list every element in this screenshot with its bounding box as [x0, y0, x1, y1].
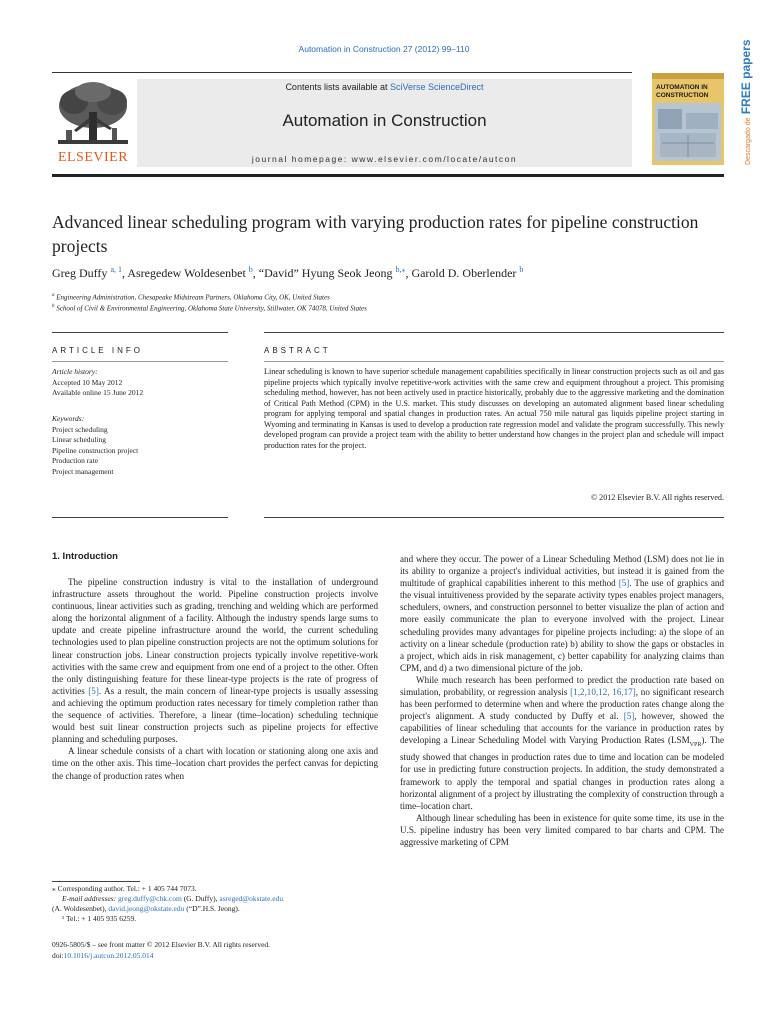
- subscript: VPR: [689, 742, 702, 749]
- body-left-column: [52, 576, 378, 782]
- keywords-label: Keywords:: [52, 414, 85, 423]
- homepage-url[interactable]: www.elsevier.com/locate/autcon: [351, 154, 518, 164]
- author-separator: ,: [122, 266, 128, 280]
- contents-prefix: Contents lists available at: [285, 82, 390, 92]
- author-affiliation-marker[interactable]: b,⁎: [395, 265, 406, 274]
- paragraph: [52, 576, 378, 745]
- history-label: Article history:: [52, 367, 98, 376]
- email-owner: (G. Duffy),: [181, 894, 220, 903]
- info-top-rule: [52, 332, 228, 333]
- keywords-block: [52, 414, 228, 477]
- email-addresses: [52, 894, 382, 904]
- paragraph-text: , no significant research has been performed to determine when and where the production rates change along the project's alignment. A study conducted by Duffy et al.: [400, 687, 724, 722]
- keyword-item: Project scheduling: [52, 424, 108, 434]
- keyword-item: Pipeline construction project: [52, 445, 139, 455]
- keyword-item: Production rate: [52, 456, 99, 465]
- affiliation-b-marker: b: [52, 304, 55, 309]
- footnote-1: ¹ Tel.: + 1 405 935 6259.: [62, 914, 137, 923]
- article-info-rule: [52, 361, 228, 362]
- affiliation-a: [52, 293, 330, 301]
- affiliation-b-text: School of Civil & Environmental Engineering, Oklahoma State University, Stillwater, OK 74078, United States: [54, 304, 367, 313]
- doi-link[interactable]: 10.1016/j.autcon.2012.05.014: [63, 951, 154, 960]
- email-addresses-cont: [52, 904, 382, 914]
- citation-link[interactable]: [5]: [618, 578, 630, 589]
- email-owner: (A. Woldesenbet),: [52, 904, 109, 913]
- citation-link[interactable]: [1,2,10,12, 16,17]: [570, 687, 636, 698]
- elsevier-wordmark: ELSEVIER: [57, 150, 129, 165]
- email-owner: (“D”.H.S. Jeong).: [184, 904, 240, 913]
- homepage-prefix: journal homepage:: [251, 154, 352, 164]
- journal-title: Automation in Construction: [282, 111, 487, 130]
- author-affiliation-marker[interactable]: b: [248, 265, 253, 274]
- abstract-text: Linear scheduling is known to have superior schedule management capabilities specifically in linear construction projects such as oil and gas pipeline projects which typically involve repetitive-work activities with the same crew and equipment throughout a project. This promising scheduling method, however, has not been actively used in practice historically, probably due to the aggressive marketing and the domination of Critical Path Method (CPM) in the U.S. market. This study discusses on developing an automated alignment based linear scheduling program for applying temporal and spatial changes in production rates. An actual 750 mile natural gas liquids pipeline project starting in Wyoming and terminating in Kansas is used to develop a production rate regression model and validate the program successfully. This newly developed program can provide a project team with the ability to better understand how changes in the project plan and schedule will impact production rates for the project.: [264, 367, 724, 450]
- paragraph: [400, 674, 724, 812]
- cover-title-line1: AUTOMATION IN: [656, 84, 708, 91]
- paragraph-text: ). The study showed that changes in production rates due to time and location can be modeled for use in predicting future construction projects. In addition, the study demonstrated a framework to apply the temporal and spatial changes in production rates along a horizontal alignment of a project by illustrating the complexity of construction through a time–location chart.: [400, 735, 724, 811]
- doi-line: [52, 950, 382, 961]
- available-date: Available online 15 June 2012: [52, 388, 144, 397]
- free-papers-badge[interactable]: [739, 39, 753, 165]
- badge-small-text: Descargado de: [745, 117, 752, 165]
- cover-title-line2: CONSTRUCTION: [656, 91, 709, 99]
- sciencedirect-link[interactable]: SciVerse ScienceDirect: [390, 82, 484, 92]
- paragraph-text: . The use of graphics and the visual intuitiveness provided by the separate activity types enables project managers, schedulers, owners, and construction personnel to better visualize the plan of action and more easily communicate the plan to everyone involved with the project. Linear scheduling provides many advantages for pipeline projects including: a) the slope of an activity on a linear schedule (production rate) b) ability to show the gaps or obstacles in a project, which aids in risk management, c) better capability for analyzing claims than CPM, and d) a two dimensional picture of the job.: [400, 578, 725, 673]
- author-name: Greg Duffy: [52, 266, 111, 280]
- paragraph: A linear schedule consists of a chart with location or stationing along one axis and time on the other axis. This time–location chart provides the perfect canvas for depicting the change of production rates when: [52, 746, 378, 781]
- abstract-heading: ABSTRACT: [264, 346, 331, 355]
- author-name: Garold D. Oberlender: [411, 266, 520, 280]
- citation-link[interactable]: [5]: [623, 711, 635, 722]
- affiliation-b: [52, 304, 367, 312]
- cover-title: [656, 84, 722, 99]
- section-heading-introduction: 1. Introduction: [52, 551, 118, 562]
- abstract-top-rule: [264, 332, 724, 333]
- author-separator: ,: [405, 266, 412, 280]
- keyword-item: Project management: [52, 466, 114, 476]
- paragraph-text: The pipeline construction industry is vital to the installation of underground infrastructure assets throughout the world. Pipeline construction projects involve continuous, linear activities such as grading, trenching and welding which are performed along the horizontal alignment of a facility. Although the industry spends large sums to update and create pipeline infrastructure around the world, the current scheduling technologies used to plan pipeline construction projects are not the optimum solutions for linear construction jobs. Linear construction projects typically involve repetitive-work activities with the same crew and equipment from one end of a project to the other. Often the only distinguishing feature for these linear-type projects is the rate of progress of activities: [52, 577, 378, 696]
- front-matter-info: [52, 939, 382, 961]
- footnotes: [52, 884, 382, 924]
- contents-line: [137, 82, 632, 92]
- issn-line: 0926-5805/$ – see front matter © 2012 Elsevier B.V. All rights reserved.: [52, 940, 271, 949]
- author-name: Asregedew Woldesenbet: [127, 266, 249, 280]
- paragraph-text: . As a result, the main concern of linear-type projects is usually assessing and achieving the optimum production rates necessary for timely completion rather than the sequence of activities. Therefore, a linear (time–location) scheduling technique would best suit linear construction projects such as pipeline projects for effective planning and scheduling purposes.: [52, 685, 378, 745]
- paragraph-text: , however, showed the capabilities of linear scheduling that accounts for the variance in production rates by developing a Linear Scheduling Model with Varying Production Rates (LSM: [400, 711, 724, 746]
- abstract-bottom-rule: [264, 517, 724, 518]
- top-divider: [52, 72, 632, 73]
- author-affiliation-marker[interactable]: b: [519, 265, 524, 274]
- article-info-heading: ARTICLE INFO: [52, 346, 143, 355]
- journal-homepage: [137, 154, 632, 164]
- author-separator: ,: [252, 266, 259, 280]
- info-bottom-rule: [52, 517, 228, 518]
- accepted-date: Accepted 10 May 2012: [52, 377, 123, 387]
- affiliation-a-text: Engineering Administration, Chesapeake Midstream Partners, Oklahoma City, OK, United States: [54, 293, 330, 302]
- email-link[interactable]: asreged@okstate.edu: [219, 894, 284, 903]
- footnote-rule: [52, 881, 140, 882]
- paragraph-text: While much research has been performed to predict the production rate based on simulation, probability, or regression analysis: [400, 674, 724, 698]
- abstract-heading-rule: [264, 361, 724, 362]
- author-list: [52, 265, 742, 281]
- email-label: E-mail addresses:: [62, 894, 118, 903]
- paragraph-text: and where they occur. The power of a Linear Scheduling Method (LSM) does not lie in its ability to organize a project's individual activities, but instead it is gained from the multitude of graphical capabilities inherent to this method: [400, 554, 724, 589]
- paragraph: Although linear scheduling has been in existence for quite some time, its use in the U.S. pipeline industry has been very limited compared to bar charts and CPM. The aggressive marketing of CPM: [400, 812, 724, 847]
- author-affiliation-marker[interactable]: a, 1: [110, 265, 122, 274]
- abstract-copyright: © 2012 Elsevier B.V. All rights reserved.: [590, 493, 724, 502]
- paragraph: [400, 553, 724, 674]
- corresponding-author-note: ⁎ Corresponding author. Tel.: + 1 405 744 7073.: [52, 884, 197, 893]
- doi-label: doi:: [52, 951, 64, 960]
- article-title: Advanced linear scheduling program with varying production rates for pipeline construction projects: [52, 212, 699, 256]
- email-link[interactable]: greg.duffy@chk.com: [117, 894, 182, 903]
- body-right-column: [400, 553, 724, 848]
- affiliation-a-marker: a: [52, 293, 55, 298]
- email-link[interactable]: david.jeong@okstate.edu: [108, 904, 185, 913]
- journal-reference[interactable]: Automation in Construction 27 (2012) 99–110: [298, 44, 470, 54]
- header-rule: [52, 174, 724, 177]
- author-name: “David” Hyung Seok Jeong: [258, 266, 396, 280]
- article-history: [52, 367, 228, 399]
- citation-link[interactable]: [5]: [88, 685, 99, 696]
- badge-big-text: FREE papers: [739, 39, 753, 115]
- keyword-item: Linear scheduling: [52, 435, 106, 444]
